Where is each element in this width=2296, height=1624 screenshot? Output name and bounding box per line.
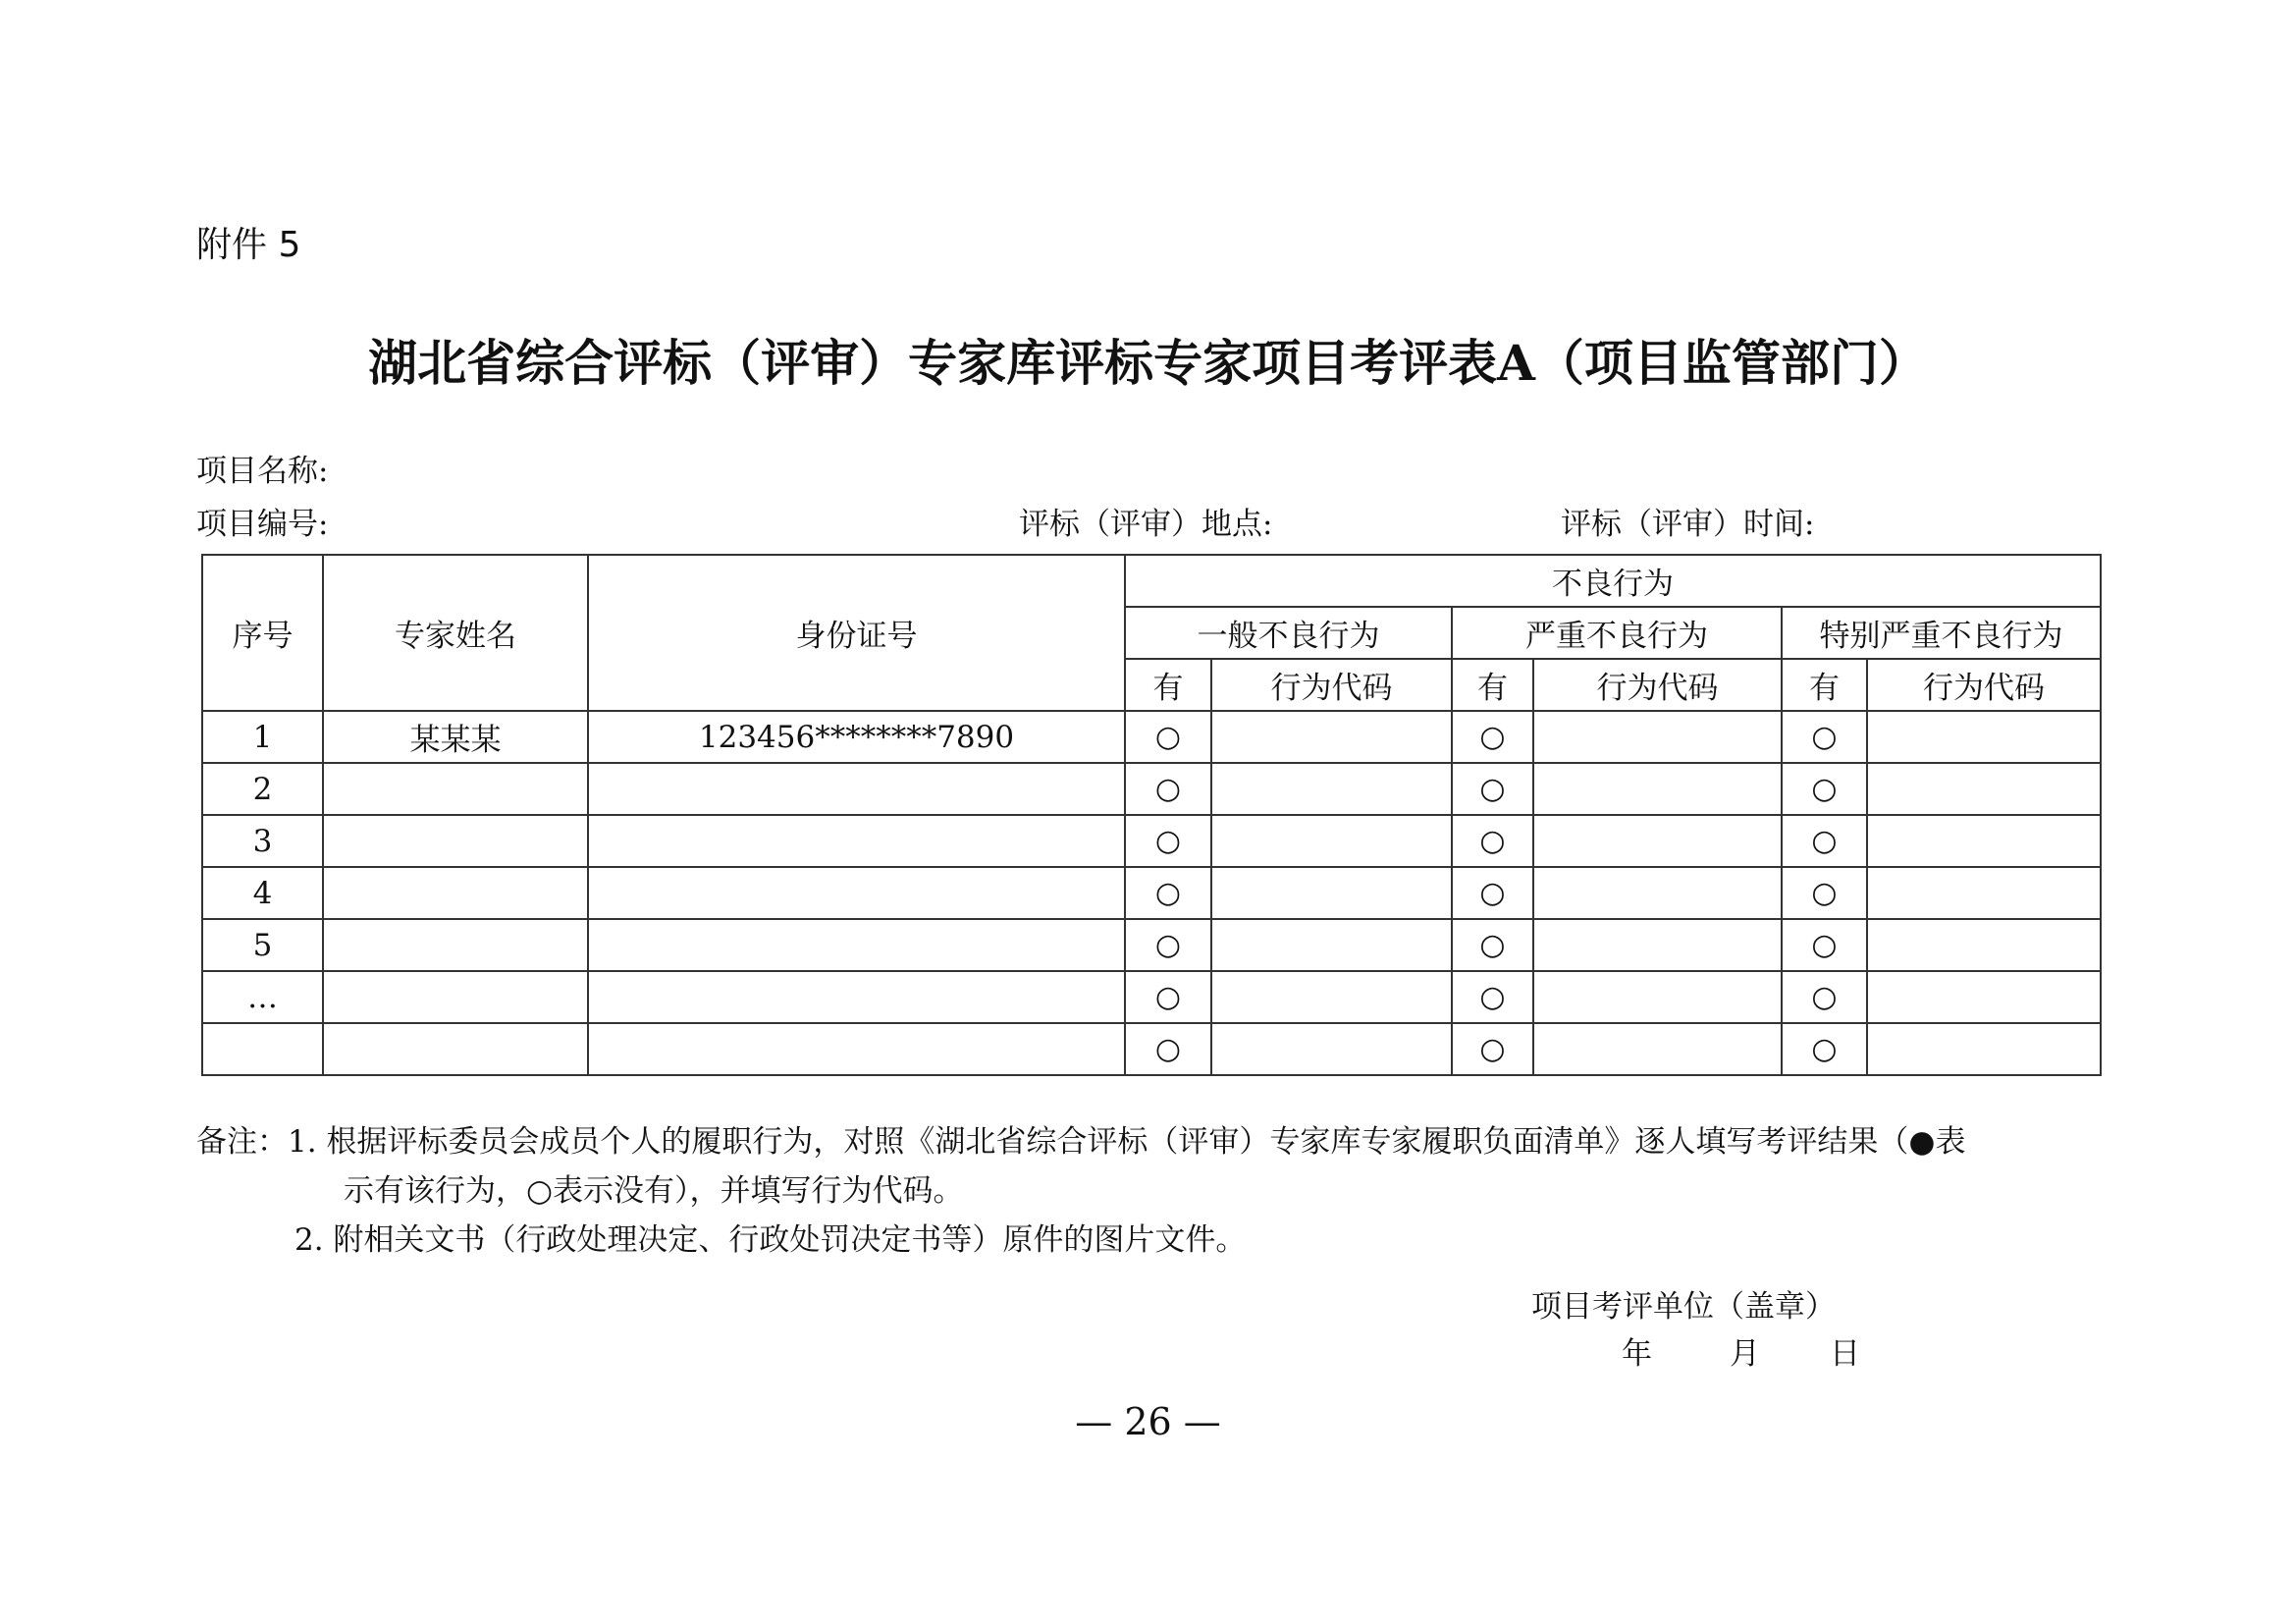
- row-seq: 4: [202, 867, 323, 919]
- header-code: 行为代码: [1533, 659, 1782, 711]
- row-general-code: [1211, 919, 1452, 971]
- row-general-code: [1211, 867, 1452, 919]
- row-general-code: [1211, 763, 1452, 815]
- evaluation-unit-seal-label: 项目考评单位（盖章）: [1531, 1289, 1836, 1325]
- row-serious-code: [1533, 1023, 1782, 1075]
- remark-line-2: 示有该行为，○表示没有），并填写行为代码。: [344, 1173, 964, 1209]
- row-serious-has: ○: [1452, 711, 1533, 763]
- row-seq: 3: [202, 815, 323, 867]
- remarks: [196, 1117, 2110, 1265]
- page-number: — 26 —: [1075, 1400, 1221, 1443]
- row-especially-code: [1867, 763, 2101, 815]
- row-serious-code: [1533, 919, 1782, 971]
- row-serious-code: [1533, 711, 1782, 763]
- month-label: 月: [1730, 1336, 1760, 1372]
- attachment-label: 附件 5: [196, 225, 301, 265]
- header-bad-behavior: 不良行为: [1125, 555, 2101, 607]
- table-row: [202, 919, 2101, 971]
- row-general-has: ○: [1125, 867, 1211, 919]
- row-id-number: [588, 867, 1125, 919]
- row-id-number: [588, 971, 1125, 1023]
- row-general-code: [1211, 1023, 1452, 1075]
- table-row: [202, 815, 2101, 867]
- project-name-label: 项目名称:: [196, 454, 329, 489]
- header-code: 行为代码: [1867, 659, 2101, 711]
- row-serious-has: ○: [1452, 815, 1533, 867]
- row-especially-has: ○: [1782, 919, 1867, 971]
- table-row: [202, 1023, 2101, 1075]
- row-general-has: ○: [1125, 815, 1211, 867]
- row-expert-name: [323, 763, 588, 815]
- row-id-number: [588, 1023, 1125, 1075]
- row-especially-code: [1867, 815, 2101, 867]
- header-general: 一般不良行为: [1125, 607, 1452, 659]
- row-general-code: [1211, 815, 1452, 867]
- document-title: 湖北省综合评标（评审）专家库评标专家项目考评表A（项目监管部门）: [368, 334, 1928, 392]
- header-seq: 序号: [202, 555, 323, 711]
- header-serious: 严重不良行为: [1452, 607, 1782, 659]
- row-especially-has: ○: [1782, 711, 1867, 763]
- row-especially-code: [1867, 711, 2101, 763]
- row-serious-has: ○: [1452, 867, 1533, 919]
- row-general-has: ○: [1125, 1023, 1211, 1075]
- evaluation-location-label: 评标（评审）地点:: [1019, 507, 1273, 542]
- row-serious-has: ○: [1452, 919, 1533, 971]
- row-especially-has: ○: [1782, 763, 1867, 815]
- row-seq: 2: [202, 763, 323, 815]
- row-serious-code: [1533, 867, 1782, 919]
- row-general-has: ○: [1125, 919, 1211, 971]
- row-expert-name: [323, 1023, 588, 1075]
- row-especially-code: [1867, 919, 2101, 971]
- day-label: 日: [1830, 1336, 1860, 1372]
- row-expert-name: [323, 867, 588, 919]
- header-expert-name: 专家姓名: [323, 555, 588, 711]
- row-expert-name: [323, 815, 588, 867]
- row-seq: [202, 1023, 323, 1075]
- date-line: [1622, 1331, 1860, 1377]
- row-general-has: ○: [1125, 763, 1211, 815]
- row-serious-has: ○: [1452, 763, 1533, 815]
- row-seq: 1: [202, 711, 323, 763]
- row-especially-has: ○: [1782, 1023, 1867, 1075]
- row-general-has: ○: [1125, 711, 1211, 763]
- header-row: [202, 555, 2101, 607]
- row-expert-name: [323, 919, 588, 971]
- row-serious-has: ○: [1452, 1023, 1533, 1075]
- row-serious-code: [1533, 971, 1782, 1023]
- row-especially-has: ○: [1782, 971, 1867, 1023]
- row-seq: 5: [202, 919, 323, 971]
- row-especially-code: [1867, 971, 2101, 1023]
- row-serious-has: ○: [1452, 971, 1533, 1023]
- project-number-label: 项目编号:: [196, 507, 329, 542]
- table-row: [202, 867, 2101, 919]
- row-serious-code: [1533, 815, 1782, 867]
- row-especially-code: [1867, 867, 2101, 919]
- row-general-code: [1211, 711, 1452, 763]
- evaluation-time-label: 评标（评审）时间:: [1561, 507, 1815, 542]
- evaluation-table: [201, 554, 2102, 1076]
- row-seq: …: [202, 971, 323, 1023]
- row-especially-has: ○: [1782, 867, 1867, 919]
- row-expert-name: 某某某: [323, 711, 588, 763]
- row-general-code: [1211, 971, 1452, 1023]
- row-id-number: [588, 815, 1125, 867]
- row-id-number: [588, 919, 1125, 971]
- header-code: 行为代码: [1211, 659, 1452, 711]
- header-id-number: 身份证号: [588, 555, 1125, 711]
- row-id-number: 123456********7890: [588, 711, 1125, 763]
- row-especially-has: ○: [1782, 815, 1867, 867]
- table-row: [202, 971, 2101, 1023]
- row-general-has: ○: [1125, 971, 1211, 1023]
- row-especially-code: [1867, 1023, 2101, 1075]
- row-id-number: [588, 763, 1125, 815]
- remark-line-3: 2. 附相关文书（行政处理决定、行政处罚决定书等）原件的图片文件。: [294, 1222, 1247, 1258]
- header-especially-serious: 特别严重不良行为: [1782, 607, 2101, 659]
- header-has: 有: [1782, 659, 1867, 711]
- row-expert-name: [323, 971, 588, 1023]
- remark-line-1: 备注：1. 根据评标委员会成员个人的履职行为，对照《湖北省综合评标（评审）专家库专家履职负面清单》逐人填写考评结果（●表: [196, 1124, 1966, 1160]
- row-serious-code: [1533, 763, 1782, 815]
- header-has: 有: [1452, 659, 1533, 711]
- table-row: [202, 763, 2101, 815]
- header-has: 有: [1125, 659, 1211, 711]
- table-row: [202, 711, 2101, 763]
- year-label: 年: [1622, 1336, 1652, 1372]
